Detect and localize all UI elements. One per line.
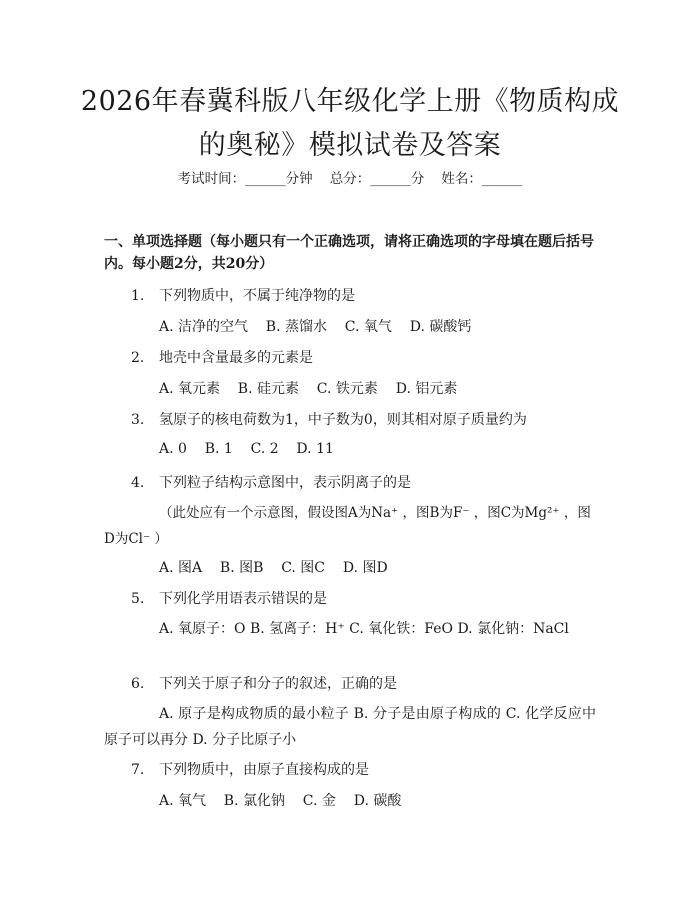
- question-5-options: A. 氧原子：O B. 氢离子：H⁺ C. 氧化铁：FeO D. 氯化钠：NaCl: [159, 621, 569, 637]
- question-1-options: A. 洁净的空气 B. 蒸馏水 C. 氧气 D. 碳酸钙: [159, 319, 472, 335]
- question-5: [131, 588, 327, 608]
- question-7: [131, 759, 369, 779]
- question-stem: 下列化学用语表示错误的是: [159, 591, 327, 607]
- question-6: [131, 673, 397, 693]
- question-stem: 下列物质中，不属于纯净物的是: [159, 288, 355, 304]
- question-stem: 氢原子的核电荷数为1，中子数为0，则其相对原子质量约为: [159, 412, 527, 428]
- question-number: 6.: [131, 676, 145, 692]
- exam-meta-info: 考试时间：______分钟 总分：______分 姓名：______: [177, 171, 523, 187]
- question-3: [131, 409, 527, 429]
- question-number: 1.: [131, 288, 145, 304]
- question-stem: 下列关于原子和分子的叙述，正确的是: [159, 676, 397, 692]
- exam-title-line-1: 2026年春冀科版八年级化学上册《物质构成: [80, 86, 620, 117]
- question-1: [131, 285, 355, 305]
- question-stem: 下列粒子结构示意图中，表示阴离子的是: [159, 475, 411, 491]
- question-4-options: A. 图A B. 图B C. 图C D. 图D: [159, 560, 388, 576]
- exam-title-line-2: 的奥秘》模拟试卷及答案: [198, 130, 502, 161]
- question-4-figure-note: （此处应有一个示意图，假设图A为Na⁺ ，图B为F⁻ ，图C为Mg²⁺ ，图D为Cl⁻ ）: [104, 505, 591, 547]
- question-3-options: A. 0 B. 1 C. 2 D. 11: [159, 441, 334, 457]
- question-2: [131, 347, 313, 367]
- question-number: 3.: [131, 412, 145, 428]
- question-4: [131, 472, 411, 492]
- section-heading-single-choice: 一、单项选择题（每小题只有一个正确选项，请将正确选项的字母填在题后括号内。每小题2分，共20分）: [104, 234, 594, 272]
- question-stem: 下列物质中，由原子直接构成的是: [159, 762, 369, 778]
- question-number: 5.: [131, 591, 145, 607]
- question-number: 2.: [131, 350, 145, 366]
- question-number: 7.: [131, 762, 145, 778]
- question-stem: 地壳中含量最多的元素是: [159, 350, 313, 366]
- question-7-options: A. 氧气 B. 氯化钠 C. 金 D. 碳酸: [159, 793, 402, 809]
- question-6-options: A. 原子是构成物质的最小粒子 B. 分子是由原子构成的 C. 化学反应中原子可以再分 D. 分子比原子小: [104, 706, 596, 748]
- question-2-options: A. 氧元素 B. 硅元素 C. 铁元素 D. 铝元素: [159, 381, 458, 397]
- question-number: 4.: [131, 475, 145, 491]
